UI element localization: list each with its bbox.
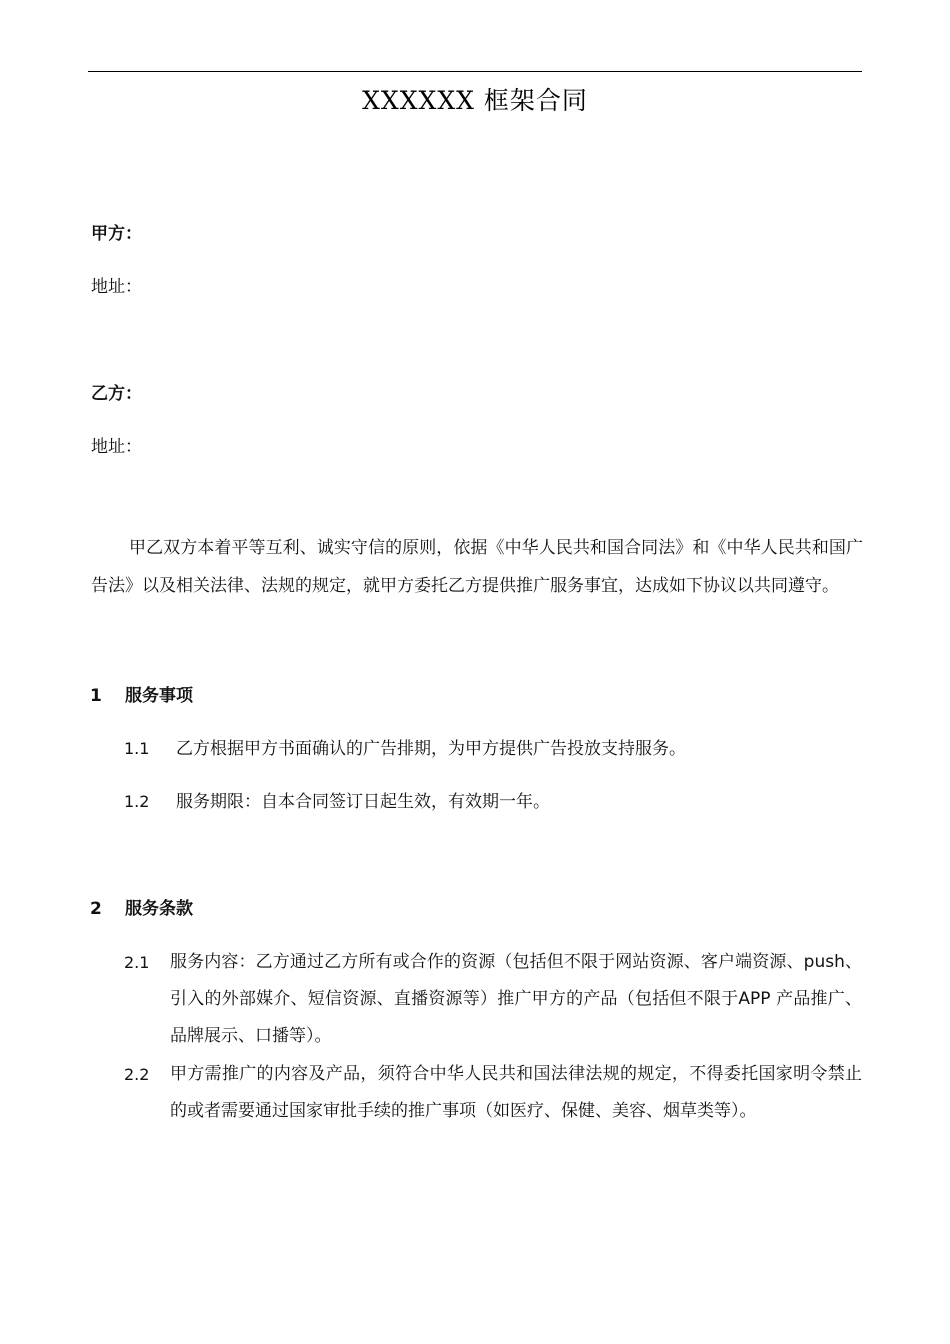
document-title: XXXXXX 框架合同 bbox=[362, 86, 588, 115]
clause-text: 乙方根据甲方书面确认的广告排期，为甲方提供广告投放支持服务。 bbox=[176, 739, 686, 759]
section-title: 服务事项 bbox=[125, 686, 193, 706]
clause-number: 1.2 bbox=[124, 792, 150, 811]
party-b-label: 乙方： bbox=[91, 384, 142, 404]
intro-paragraph: 甲乙双方本着平等互利、诚实守信的原则，依据《中华人民共和国合同法》和《中华人民共和国广告法》以及相关法律、法规的规定，就甲方委托乙方提供推广服务事宜，达成如下协议以共同遵守。 bbox=[91, 538, 863, 596]
header-rule bbox=[88, 71, 862, 72]
clause-number: 2.1 bbox=[124, 953, 150, 972]
party-a-address-label: 地址： bbox=[91, 277, 142, 297]
section-number: 1 bbox=[90, 686, 102, 706]
party-b-address-label: 地址： bbox=[91, 437, 142, 457]
clause-number: 2.2 bbox=[124, 1065, 150, 1084]
clause-text: 服务内容：乙方通过乙方所有或合作的资源（包括但不限于网站资源、客户端资源、push、引入的外部媒介、短信资源、直播资源等）推广甲方的产品（包括但不限于APP 产品推广、品牌展示、口播等）。 bbox=[170, 952, 862, 1046]
section-number: 2 bbox=[90, 899, 102, 919]
section-title: 服务条款 bbox=[125, 899, 193, 919]
party-a-label: 甲方： bbox=[91, 224, 142, 244]
clause-text: 服务期限：自本合同签订日起生效，有效期一年。 bbox=[176, 792, 550, 812]
clause-text: 甲方需推广的内容及产品，须符合中华人民共和国法律法规的规定，不得委托国家明令禁止的或者需要通过国家审批手续的推广事项（如医疗、保健、美容、烟草类等）。 bbox=[170, 1064, 862, 1121]
clause-number: 1.1 bbox=[124, 739, 150, 758]
